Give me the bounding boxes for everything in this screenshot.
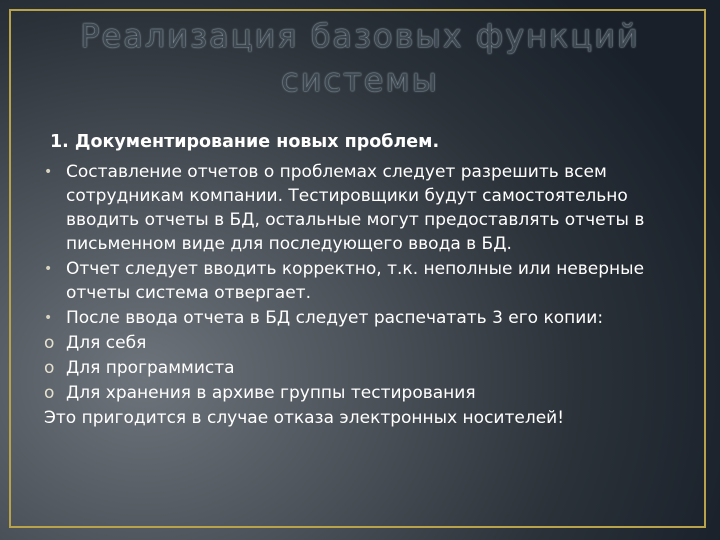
circle-marker: o (44, 333, 55, 353)
list-item-text: После ввода отчета в БД следует распечатать 3 его копии: (66, 308, 604, 328)
circle-marker: o (44, 383, 55, 403)
sub-list-item (44, 381, 684, 405)
closing-note: Это пригодится в случае отказа электронных носителей! (44, 408, 565, 428)
list-item (44, 306, 684, 330)
list-item-text: Составление отчетов о проблемах следует разрешить всем сотрудникам компании. Тестировщики будут самостоятельно вводить отчеты в БД, остальные могут предоставлять отчеты в письменном виде для последующего ввода в БД. (66, 162, 645, 254)
sub-list-item (44, 331, 684, 355)
slide-title-line-1: Реализация базовых функций (80, 17, 640, 55)
list-item-text: Для программиста (66, 358, 235, 378)
bullet-marker: • (44, 310, 53, 326)
section-heading: 1. Документирование новых проблем. (50, 132, 440, 152)
slide-title-line-2: системы (281, 61, 439, 99)
slide-title (0, 14, 720, 102)
list-item (44, 257, 684, 305)
slide-content (44, 130, 684, 430)
circle-marker: o (44, 358, 55, 378)
bullet-marker: • (44, 261, 53, 277)
list-item (44, 160, 684, 256)
sub-list-item (44, 356, 684, 380)
list-item-text: Отчет следует вводить корректно, т.к. неполные или неверные отчеты система отвергает. (66, 259, 645, 303)
list-item-text: Для хранения в архиве группы тестирования (66, 383, 476, 403)
bullet-marker: • (44, 164, 53, 180)
list-item-text: Для себя (66, 333, 147, 353)
